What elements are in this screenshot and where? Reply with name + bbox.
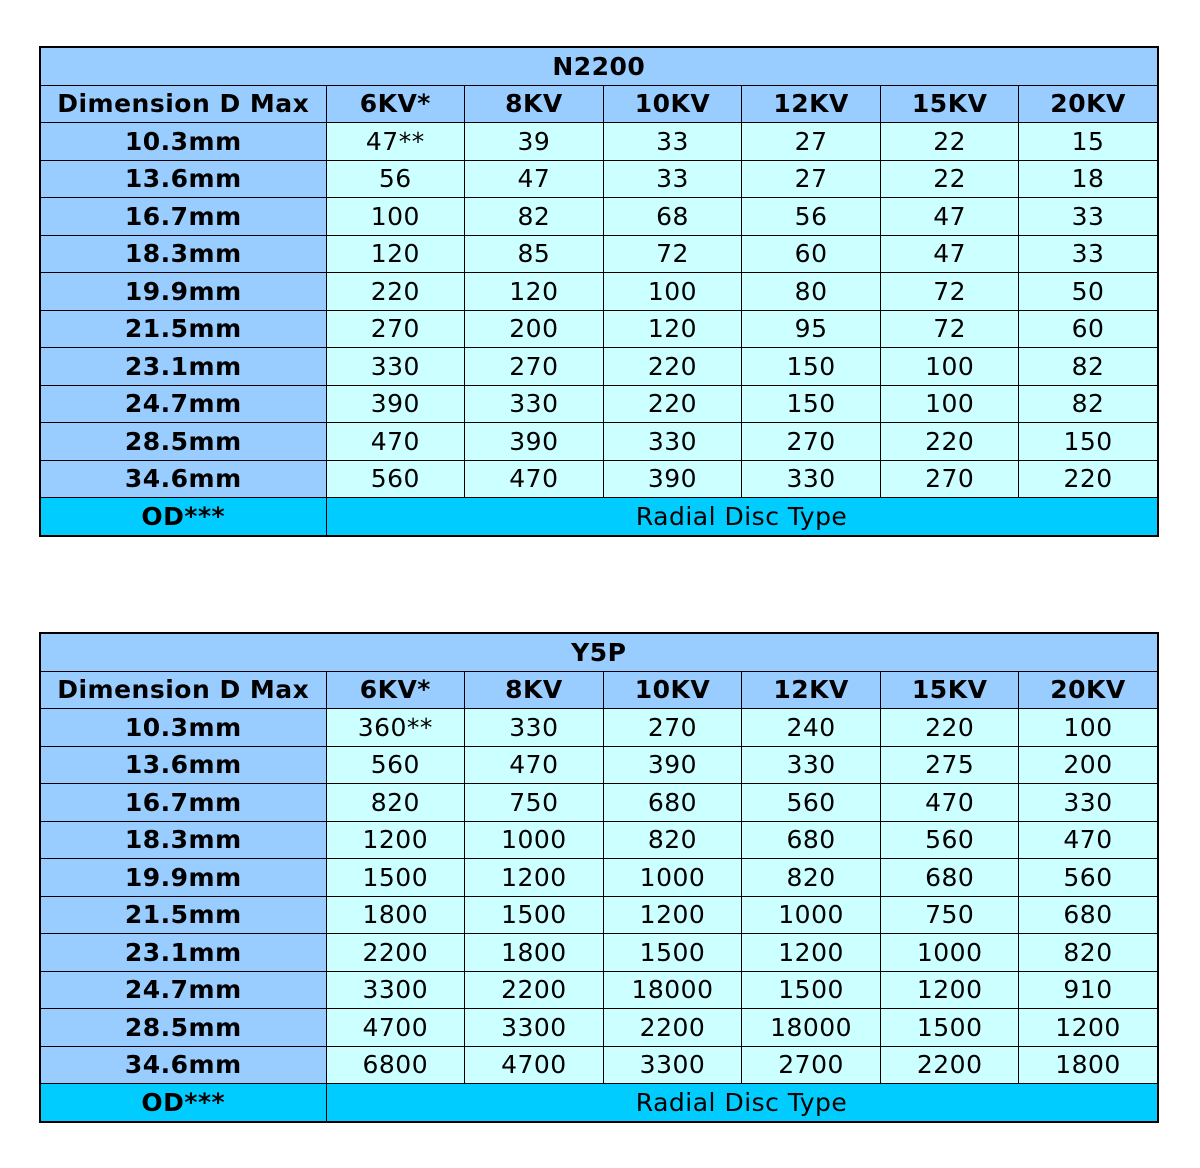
dimension-cell: 24.7mm [40, 971, 326, 1009]
table-title-row [40, 633, 1158, 671]
value-cell: 220 [1019, 460, 1158, 498]
value-cell: 47** [326, 123, 465, 161]
value-cell: 470 [465, 746, 604, 784]
dimension-cell: 18.3mm [40, 235, 326, 273]
dimension-cell: 34.6mm [40, 460, 326, 498]
value-cell: 33 [1019, 198, 1158, 236]
value-cell: 50 [1019, 273, 1158, 311]
value-cell: 220 [603, 348, 742, 386]
value-cell: 80 [742, 273, 881, 311]
value-cell: 270 [603, 709, 742, 747]
value-cell: 3300 [603, 1046, 742, 1084]
column-header: Dimension D Max [40, 671, 326, 709]
value-cell: 1200 [465, 859, 604, 897]
header-row [40, 671, 1158, 709]
table-row [40, 385, 1158, 423]
column-header: 8KV [465, 671, 604, 709]
od-row [40, 498, 1158, 536]
value-cell: 72 [880, 273, 1019, 311]
value-cell: 680 [1019, 896, 1158, 934]
column-header: 15KV [880, 85, 1019, 123]
value-cell: 1800 [1019, 1046, 1158, 1084]
column-header: 20KV [1019, 85, 1158, 123]
value-cell: 4700 [326, 1009, 465, 1047]
value-cell: 1800 [465, 934, 604, 972]
value-cell: 750 [880, 896, 1019, 934]
dimension-cell: 23.1mm [40, 348, 326, 386]
value-cell: 3300 [326, 971, 465, 1009]
dimension-cell: 28.5mm [40, 423, 326, 461]
dimension-cell: 21.5mm [40, 310, 326, 348]
od-value: Radial Disc Type [326, 498, 1158, 536]
value-cell: 680 [742, 821, 881, 859]
column-header: 10KV [603, 85, 742, 123]
table-title: Y5P [40, 633, 1158, 671]
table-row [40, 423, 1158, 461]
value-cell: 680 [603, 784, 742, 822]
table-title: N2200 [40, 47, 1158, 85]
dimension-cell: 13.6mm [40, 746, 326, 784]
value-cell: 33 [603, 123, 742, 161]
value-cell: 85 [465, 235, 604, 273]
value-cell: 560 [1019, 859, 1158, 897]
value-cell: 47 [880, 198, 1019, 236]
value-cell: 1000 [603, 859, 742, 897]
value-cell: 470 [1019, 821, 1158, 859]
value-cell: 1500 [465, 896, 604, 934]
value-cell: 72 [880, 310, 1019, 348]
n2200-table [39, 46, 1159, 537]
dimension-cell: 19.9mm [40, 273, 326, 311]
value-cell: 150 [1019, 423, 1158, 461]
table-row [40, 310, 1158, 348]
value-cell: 47 [880, 235, 1019, 273]
value-cell: 390 [603, 746, 742, 784]
value-cell: 1000 [465, 821, 604, 859]
column-header: 6KV* [326, 85, 465, 123]
dimension-cell: 10.3mm [40, 709, 326, 747]
table-row [40, 971, 1158, 1009]
value-cell: 1500 [742, 971, 881, 1009]
value-cell: 220 [603, 385, 742, 423]
value-cell: 270 [880, 460, 1019, 498]
od-row [40, 1084, 1158, 1122]
value-cell: 200 [465, 310, 604, 348]
table-row [40, 235, 1158, 273]
table-row [40, 123, 1158, 161]
value-cell: 820 [742, 859, 881, 897]
value-cell: 6800 [326, 1046, 465, 1084]
value-cell: 56 [326, 160, 465, 198]
value-cell: 15 [1019, 123, 1158, 161]
value-cell: 270 [742, 423, 881, 461]
value-cell: 82 [1019, 385, 1158, 423]
dimension-cell: 28.5mm [40, 1009, 326, 1047]
value-cell: 330 [603, 423, 742, 461]
value-cell: 18000 [742, 1009, 881, 1047]
table-row [40, 746, 1158, 784]
value-cell: 2200 [326, 934, 465, 972]
value-cell: 1500 [880, 1009, 1019, 1047]
value-cell: 330 [465, 709, 604, 747]
dimension-cell: 34.6mm [40, 1046, 326, 1084]
column-header: 10KV [603, 671, 742, 709]
value-cell: 100 [603, 273, 742, 311]
value-cell: 1000 [880, 934, 1019, 972]
value-cell: 2200 [603, 1009, 742, 1047]
value-cell: 275 [880, 746, 1019, 784]
value-cell: 390 [465, 423, 604, 461]
value-cell: 470 [465, 460, 604, 498]
value-cell: 560 [326, 746, 465, 784]
table-row [40, 273, 1158, 311]
value-cell: 330 [742, 460, 881, 498]
value-cell: 910 [1019, 971, 1158, 1009]
value-cell: 470 [880, 784, 1019, 822]
value-cell: 22 [880, 123, 1019, 161]
value-cell: 1200 [880, 971, 1019, 1009]
value-cell: 1200 [1019, 1009, 1158, 1047]
table-title-row [40, 47, 1158, 85]
value-cell: 330 [465, 385, 604, 423]
value-cell: 360** [326, 709, 465, 747]
table-row [40, 348, 1158, 386]
value-cell: 2200 [465, 971, 604, 1009]
value-cell: 22 [880, 160, 1019, 198]
value-cell: 120 [465, 273, 604, 311]
value-cell: 82 [1019, 348, 1158, 386]
table-row [40, 460, 1158, 498]
value-cell: 270 [465, 348, 604, 386]
value-cell: 2200 [880, 1046, 1019, 1084]
value-cell: 270 [326, 310, 465, 348]
column-header: 12KV [742, 85, 881, 123]
value-cell: 1500 [326, 859, 465, 897]
value-cell: 47 [465, 160, 604, 198]
value-cell: 680 [880, 859, 1019, 897]
table-row [40, 1046, 1158, 1084]
value-cell: 560 [880, 821, 1019, 859]
value-cell: 27 [742, 160, 881, 198]
value-cell: 820 [1019, 934, 1158, 972]
table-row [40, 160, 1158, 198]
value-cell: 82 [465, 198, 604, 236]
table-row [40, 198, 1158, 236]
table-row [40, 896, 1158, 934]
value-cell: 60 [742, 235, 881, 273]
value-cell: 27 [742, 123, 881, 161]
value-cell: 220 [880, 423, 1019, 461]
table-row [40, 821, 1158, 859]
y5p-table [39, 632, 1159, 1123]
od-label: OD*** [40, 498, 326, 536]
dimension-cell: 23.1mm [40, 934, 326, 972]
value-cell: 72 [603, 235, 742, 273]
value-cell: 33 [1019, 235, 1158, 273]
value-cell: 220 [880, 709, 1019, 747]
column-header: 15KV [880, 671, 1019, 709]
value-cell: 820 [326, 784, 465, 822]
value-cell: 120 [603, 310, 742, 348]
dimension-cell: 10.3mm [40, 123, 326, 161]
value-cell: 220 [326, 273, 465, 311]
value-cell: 56 [742, 198, 881, 236]
dimension-cell: 13.6mm [40, 160, 326, 198]
value-cell: 60 [1019, 310, 1158, 348]
table-row [40, 1009, 1158, 1047]
value-cell: 3300 [465, 1009, 604, 1047]
value-cell: 2700 [742, 1046, 881, 1084]
od-value: Radial Disc Type [326, 1084, 1158, 1122]
value-cell: 240 [742, 709, 881, 747]
table-row [40, 934, 1158, 972]
value-cell: 1200 [326, 821, 465, 859]
value-cell: 18000 [603, 971, 742, 1009]
value-cell: 1200 [603, 896, 742, 934]
table-row [40, 784, 1158, 822]
value-cell: 560 [326, 460, 465, 498]
column-header: 6KV* [326, 671, 465, 709]
value-cell: 470 [326, 423, 465, 461]
value-cell: 120 [326, 235, 465, 273]
value-cell: 390 [603, 460, 742, 498]
value-cell: 330 [742, 746, 881, 784]
value-cell: 4700 [465, 1046, 604, 1084]
value-cell: 1200 [742, 934, 881, 972]
dimension-cell: 18.3mm [40, 821, 326, 859]
table-row [40, 709, 1158, 747]
value-cell: 1500 [603, 934, 742, 972]
value-cell: 150 [742, 385, 881, 423]
value-cell: 820 [603, 821, 742, 859]
dimension-cell: 19.9mm [40, 859, 326, 897]
value-cell: 330 [1019, 784, 1158, 822]
value-cell: 1800 [326, 896, 465, 934]
od-label: OD*** [40, 1084, 326, 1122]
value-cell: 18 [1019, 160, 1158, 198]
dimension-cell: 21.5mm [40, 896, 326, 934]
column-header: 8KV [465, 85, 604, 123]
column-header: 20KV [1019, 671, 1158, 709]
column-header: Dimension D Max [40, 85, 326, 123]
value-cell: 100 [880, 385, 1019, 423]
value-cell: 33 [603, 160, 742, 198]
value-cell: 390 [326, 385, 465, 423]
value-cell: 100 [880, 348, 1019, 386]
value-cell: 330 [326, 348, 465, 386]
dimension-cell: 16.7mm [40, 198, 326, 236]
value-cell: 1000 [742, 896, 881, 934]
value-cell: 39 [465, 123, 604, 161]
value-cell: 68 [603, 198, 742, 236]
value-cell: 100 [326, 198, 465, 236]
table-row [40, 859, 1158, 897]
value-cell: 560 [742, 784, 881, 822]
value-cell: 200 [1019, 746, 1158, 784]
column-header: 12KV [742, 671, 881, 709]
value-cell: 95 [742, 310, 881, 348]
value-cell: 750 [465, 784, 604, 822]
value-cell: 150 [742, 348, 881, 386]
header-row [40, 85, 1158, 123]
value-cell: 100 [1019, 709, 1158, 747]
dimension-cell: 24.7mm [40, 385, 326, 423]
dimension-cell: 16.7mm [40, 784, 326, 822]
